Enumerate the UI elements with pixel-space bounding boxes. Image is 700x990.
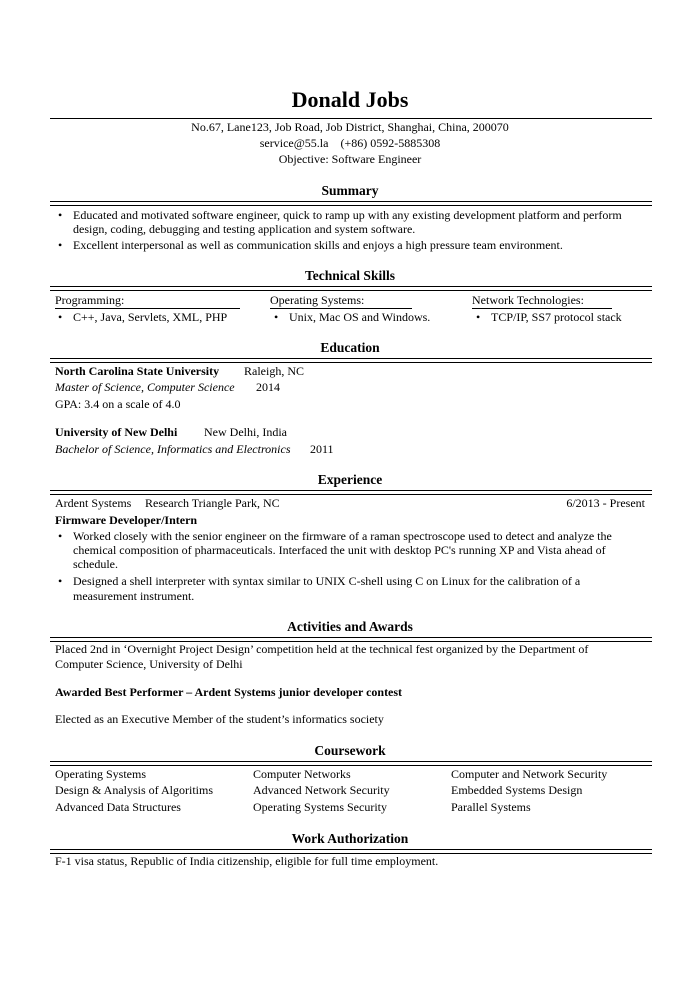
company-location: Research Triangle Park, NC bbox=[145, 496, 280, 510]
work-auth-text: F-1 visa status, Republic of India citizenship, eligible for full time employment. bbox=[55, 854, 439, 868]
skills-header: Programming: bbox=[55, 293, 125, 307]
experience-bullet-2-line-2: measurement instrument. bbox=[73, 589, 195, 603]
work-auth-title: Work Authorization bbox=[291, 831, 409, 846]
summary-title: Summary bbox=[321, 183, 379, 198]
skills-bullet-mark: • bbox=[476, 310, 481, 324]
skills-col-os bbox=[270, 292, 412, 309]
school-name: University of New Delhi bbox=[55, 425, 178, 439]
job-role: Firmware Developer/Intern bbox=[55, 513, 198, 527]
course-item: Advanced Network Security bbox=[253, 783, 390, 797]
gpa: GPA: 3.4 on a scale of 4.0 bbox=[55, 397, 181, 411]
employment-dates: 6/2013 - Present bbox=[566, 496, 645, 510]
skills-rule bbox=[50, 286, 652, 291]
course-item: Computer and Network Security bbox=[451, 767, 608, 781]
skills-item-os: Unix, Mac OS and Windows. bbox=[289, 310, 431, 324]
contact-email-phone: service@55.la (+86) 0592-5885308 bbox=[259, 136, 441, 150]
summary-bullet-1-line-2: design, coding, debugging and testing application and system software. bbox=[73, 222, 416, 236]
experience-bullet-mark: • bbox=[58, 529, 63, 543]
summary-bullet-1-line-1: Educated and motivated software engineer, quick to ramp up with any existing development platform and perform bbox=[73, 208, 622, 222]
summary-bullet-mark: • bbox=[58, 208, 63, 222]
course-item: Operating Systems Security bbox=[253, 800, 387, 814]
school-name: North Carolina State University bbox=[55, 364, 220, 378]
experience-bullet-1-line-1: Worked closely with the senior engineer on the firmware of a raman spectroscope used to detect and analyze the bbox=[73, 529, 612, 543]
skills-header: Network Technologies: bbox=[472, 293, 584, 307]
experience-rule bbox=[50, 490, 652, 495]
activity-1-line-2: Computer Science, University of Delhi bbox=[55, 657, 243, 671]
school-location: Raleigh, NC bbox=[244, 364, 304, 378]
education-title: Education bbox=[320, 340, 380, 355]
activity-3: Elected as an Executive Member of the student’s informatics society bbox=[55, 712, 384, 726]
skills-header: Operating Systems: bbox=[270, 293, 365, 307]
course-item: Design & Analysis of Algoritims bbox=[55, 783, 214, 797]
degree: Bachelor of Science, Informatics and Electronics bbox=[55, 442, 291, 456]
contact-objective: Objective: Software Engineer bbox=[278, 152, 422, 166]
experience-bullet-1-line-3: schedule. bbox=[73, 557, 118, 571]
coursework-title: Coursework bbox=[314, 743, 386, 758]
activity-award: Awarded Best Performer – Ardent Systems junior developer contest bbox=[55, 685, 403, 699]
contact-address: No.67, Lane123, Job Road, Job District, Shanghai, China, 200070 bbox=[191, 120, 509, 134]
summary-bullet-mark: • bbox=[58, 238, 63, 252]
skills-bullet-mark: • bbox=[58, 310, 63, 324]
degree-year: 2011 bbox=[310, 442, 334, 456]
experience-title: Experience bbox=[317, 472, 383, 487]
course-item: Computer Networks bbox=[253, 767, 351, 781]
skills-col-network bbox=[472, 292, 612, 309]
degree-year: 2014 bbox=[256, 380, 280, 394]
activity-1-line-1: Placed 2nd in ‘Overnight Project Design’ competition held at the technical fest organized by the Department of bbox=[55, 642, 589, 656]
company-name: Ardent Systems bbox=[55, 496, 132, 510]
experience-bullet-1-line-2: chemical composition of pharmaceuticals. Interfaced the unit with desktop PC's running XP and Vista ahead of bbox=[73, 543, 606, 557]
skills-item-network: TCP/IP, SS7 protocol stack bbox=[491, 310, 622, 324]
degree: Master of Science, Computer Science bbox=[55, 380, 235, 394]
skills-bullet-mark: • bbox=[274, 310, 279, 324]
course-item: Embedded Systems Design bbox=[451, 783, 583, 797]
summary-rule bbox=[50, 201, 652, 206]
candidate-name: Donald Jobs bbox=[291, 87, 409, 112]
summary-bullet-2-line-1: Excellent interpersonal as well as communication skills and enjoys a high pressure team environment. bbox=[73, 238, 563, 252]
skills-title: Technical Skills bbox=[305, 268, 395, 283]
activities-title: Activities and Awards bbox=[287, 619, 413, 634]
course-item: Advanced Data Structures bbox=[55, 800, 181, 814]
course-item: Parallel Systems bbox=[451, 800, 531, 814]
experience-bullet-mark: • bbox=[58, 574, 63, 588]
course-item: Operating Systems bbox=[55, 767, 146, 781]
experience-bullet-2-line-1: Designed a shell interpreter with syntax similar to UNIX C-shell using C on Linux for the calibration of a bbox=[73, 574, 581, 588]
skills-item-programming: C++, Java, Servlets, XML, PHP bbox=[73, 310, 228, 324]
skills-col-programming bbox=[55, 292, 240, 309]
school-location: New Delhi, India bbox=[204, 425, 287, 439]
